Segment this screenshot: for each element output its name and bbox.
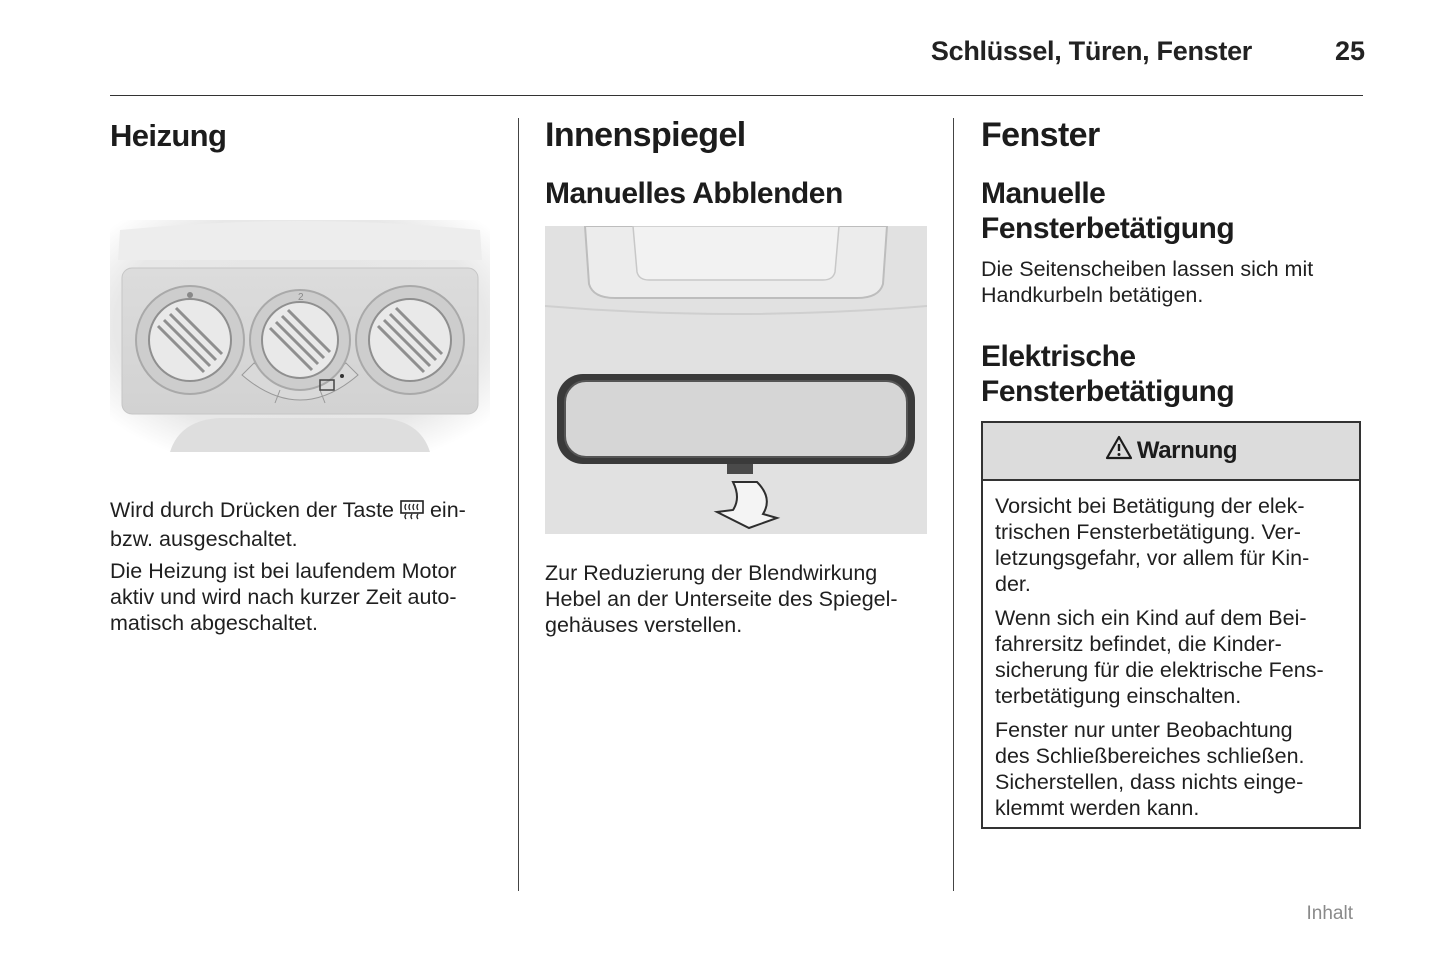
warn-p2-line-2: fahrersitz befindet, die Kinder-	[995, 632, 1282, 656]
heading-heizung: Heizung	[110, 118, 227, 153]
running-header-title: Schlüssel, Türen, Fenster	[930, 36, 1252, 66]
warning-box	[981, 421, 1361, 829]
warning-title: Warnung	[1136, 437, 1238, 464]
warn-p1-line-4: der.	[995, 572, 1031, 596]
warn-p1-line-1: Vorsicht bei Betätigung der elek-	[995, 494, 1305, 518]
heading-fenster: Fenster	[981, 116, 1100, 154]
warn-p2-line-3: sicherung für die elektrische Fens-	[995, 658, 1324, 682]
warning-paragraph-1	[995, 493, 1347, 597]
warn-p2-line-1: Wenn sich ein Kind auf dem Bei-	[995, 606, 1307, 630]
subheading-manuelle-fensterbetaetigung	[981, 176, 1234, 246]
warning-paragraph-3	[995, 717, 1347, 821]
heading-innenspiegel: Innenspiegel	[545, 116, 746, 154]
warn-p1-line-2: trischen Fensterbetätigung. Ver-	[995, 520, 1301, 544]
para1-line-2: bzw. ausgeschaltet.	[110, 527, 298, 551]
sub2-line-2: Fensterbetätigung	[981, 375, 1235, 408]
heizung-paragraph-2	[110, 558, 510, 636]
warn-p3-line-2: des Schließbereiches schließen.	[995, 744, 1305, 768]
subheading-elektrische-fensterbetaetigung	[981, 339, 1234, 409]
warning-header	[983, 423, 1359, 481]
page-number: 25	[1334, 36, 1365, 66]
sub1-line-1: Manuelle	[981, 177, 1106, 210]
para1-text-after-icon: ein-	[429, 498, 466, 522]
para1-text-before-icon: Wird durch Drücken der Taste	[110, 498, 394, 522]
warn-p3-line-1: Fenster nur unter Beobachtung	[995, 718, 1293, 742]
warning-paragraph-2	[995, 605, 1347, 709]
warning-body	[983, 481, 1359, 821]
manual-para-line-1: Die Seitenscheiben lassen sich mit	[981, 257, 1314, 281]
inhalt-link[interactable]: Inhalt	[1306, 903, 1353, 924]
manuelle-paragraph	[981, 256, 1361, 308]
warn-p2-line-4: terbetätigung einschalten.	[995, 684, 1242, 708]
column-divider-2	[953, 118, 954, 891]
mirror-para-line-1: Zur Reduzierung der Blendwirkung	[545, 561, 878, 585]
subheading-manuelles-abblenden: Manuelles Abblenden	[545, 177, 843, 210]
warn-p3-line-3: Sicherstellen, dass nichts einge-	[995, 770, 1304, 794]
manual-para-line-2: Handkurbeln betätigen.	[981, 283, 1204, 307]
sub1-line-2: Fensterbetätigung	[981, 212, 1235, 245]
column-divider-1	[518, 118, 519, 891]
mirror-para-line-2: Hebel an der Unterseite des Spiegel-	[545, 587, 898, 611]
rear-window-heater-icon	[400, 500, 424, 526]
innenspiegel-paragraph	[545, 560, 945, 638]
warn-p1-line-3: letzungsgefahr, vor allem für Kin-	[995, 546, 1310, 570]
warning-triangle-icon	[1105, 435, 1133, 467]
heizung-paragraph-1	[110, 497, 510, 552]
warn-p3-line-4: klemmt werden kann.	[995, 796, 1200, 820]
svg-text:2: 2	[298, 292, 304, 303]
para2-line-3: matisch abgeschaltet.	[110, 611, 318, 635]
header-rule	[110, 95, 1363, 96]
para2-line-2: aktiv und wird nach kurzer Zeit auto-	[110, 585, 457, 609]
heater-controls-figure	[110, 220, 490, 452]
rearview-mirror-figure	[545, 226, 927, 534]
sub2-line-1: Elektrische	[981, 340, 1136, 373]
mirror-para-line-3: gehäuses verstellen.	[545, 613, 743, 637]
para2-line-1: Die Heizung ist bei laufendem Motor	[110, 559, 457, 583]
